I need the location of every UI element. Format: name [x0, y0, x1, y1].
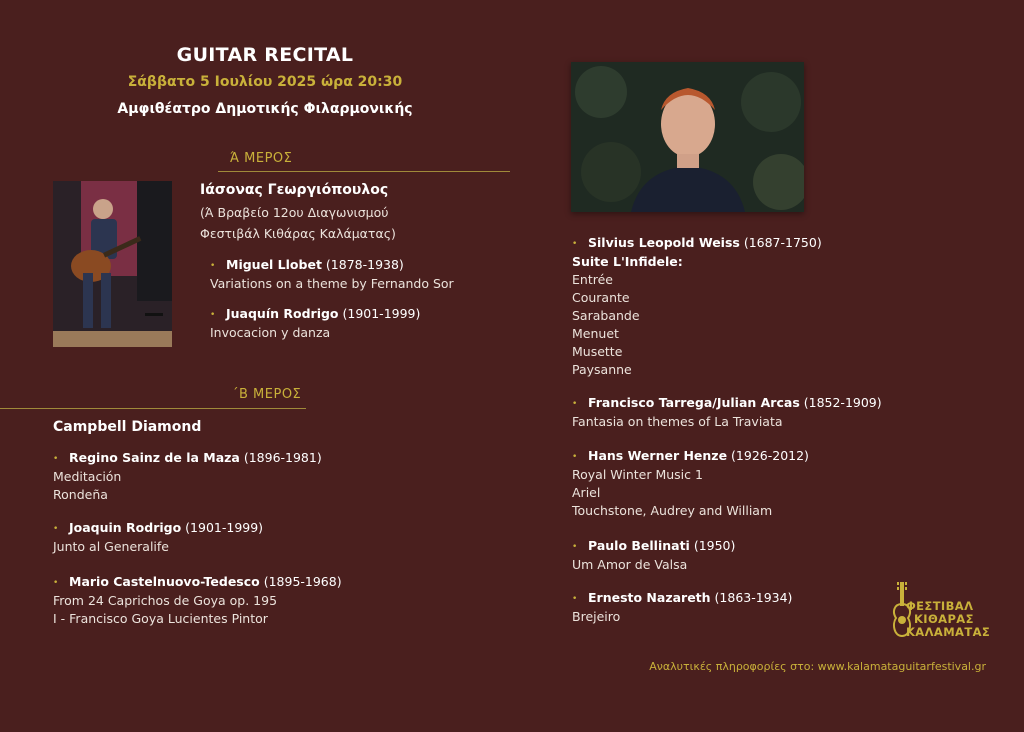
right-program-item: [572, 589, 792, 626]
piece-title: Paysanne: [572, 362, 632, 377]
bullet-icon: •: [572, 399, 578, 409]
performer-photo-campbell: [571, 62, 804, 212]
bullet-icon: •: [210, 261, 216, 271]
composer-years: (1852-1909): [799, 395, 882, 410]
logo-text-line3: ΚΑΛΑΜΑΤΑΣ: [906, 625, 991, 639]
composer-years: (1901-1999): [181, 520, 264, 535]
part-b-program-item: [53, 449, 322, 504]
piece-title: I - Francisco Goya Lucientes Pintor: [53, 611, 268, 626]
composer-years: (1901-1999): [338, 306, 421, 321]
recital-title: GUITAR RECITAL: [176, 44, 354, 66]
bullet-icon: •: [53, 524, 59, 534]
composer-years: (1863-1934): [710, 590, 793, 605]
piece-title: Invocacion y danza: [210, 325, 331, 340]
recital-date: Σάββατο 5 Ιουλίου 2025 ώρα 20:30: [127, 74, 403, 90]
bullet-icon: •: [572, 452, 578, 462]
composer-years: (1950): [689, 538, 736, 553]
part-b-program-item: [53, 519, 263, 556]
composer-years: (1895-1968): [259, 574, 342, 589]
composer-years: (1878-1938): [321, 257, 404, 272]
part-b-program-item: [53, 573, 342, 628]
part-a-performer: Ιάσονας Γεωργιόπουλος: [200, 182, 389, 198]
bullet-icon: •: [572, 542, 578, 552]
guitarist-photo-illustration: [53, 181, 172, 347]
part-b-divider: [0, 408, 306, 409]
festival-logo: [890, 580, 1000, 640]
recital-venue: Αμφιθέατρο Δημοτικής Φιλαρμονικής: [117, 101, 413, 117]
performer-photo-iasonas: [53, 181, 172, 347]
piece-title: Royal Winter Music 1: [572, 467, 703, 482]
piece-title: Variations on a theme by Fernando Sor: [210, 276, 454, 291]
right-program-item: [572, 447, 809, 520]
part-a-program-item: [210, 256, 454, 293]
composer-name: Paulo Bellinati: [588, 538, 690, 553]
part-a-heading: Ά ΜΕΡΟΣ: [230, 151, 293, 166]
piece-title: Rondeña: [53, 487, 108, 502]
suite-title: Suite L'Infidele:: [572, 254, 683, 269]
composer-years: (1926-2012): [727, 448, 809, 463]
piece-title: Meditación: [53, 469, 122, 484]
portrait-photo-illustration: [571, 62, 804, 212]
composer-name: Hans Werner Henze: [588, 448, 728, 463]
piece-title: Sarabande: [572, 308, 640, 323]
piece-title: Menuet: [572, 326, 619, 341]
composer-name: Miguel Llobet: [226, 257, 322, 272]
bullet-icon: •: [572, 594, 578, 604]
part-b-heading: ΄Β ΜΕΡΟΣ: [232, 387, 302, 402]
right-program-item: [572, 234, 822, 379]
composer-name: Joaquin Rodrigo: [69, 520, 182, 535]
piece-title: Musette: [572, 344, 623, 359]
composer-name: Ernesto Nazareth: [588, 590, 711, 605]
piece-title: Courante: [572, 290, 630, 305]
piece-title: Junto al Generalife: [53, 539, 169, 554]
composer-years: (1687-1750): [739, 235, 822, 250]
piece-title: Brejeiro: [572, 609, 621, 624]
part-a-divider: [218, 171, 510, 172]
composer-name: Francisco Tarrega/Julian Arcas: [588, 395, 800, 410]
piece-title: From 24 Caprichos de Goya op. 195: [53, 593, 278, 608]
piece-title: Um Amor de Valsa: [572, 557, 688, 572]
piece-title: Ariel: [572, 485, 601, 500]
part-a-award-note-line2: Φεστιβάλ Κιθάρας Καλάματας): [200, 226, 396, 241]
footer-info-link[interactable]: Αναλυτικές πληροφορίες στο: www.kalamataguitarfestival.gr: [649, 660, 986, 673]
right-program-item: [572, 537, 735, 574]
part-b-performer: Campbell Diamond: [53, 419, 202, 435]
part-a-award-note-line1: (Ά Βραβείο 12ου Διαγωνισμού: [200, 205, 389, 220]
part-a-program-item: [210, 305, 420, 342]
right-program-item: [572, 394, 882, 431]
logo-text-line2: ΚΙΘΑΡΑΣ: [914, 612, 974, 626]
composer-name: Mario Castelnuovo-Tedesco: [69, 574, 260, 589]
composer-years: (1896-1981): [239, 450, 322, 465]
composer-name: Juaquín Rodrigo: [226, 306, 339, 321]
piece-title: Touchstone, Audrey and William: [572, 503, 773, 518]
piece-title: Entrée: [572, 272, 613, 287]
bullet-icon: •: [572, 239, 578, 249]
bullet-icon: •: [53, 454, 59, 464]
bullet-icon: •: [53, 578, 59, 588]
piece-title: Fantasia on themes of La Traviata: [572, 414, 783, 429]
composer-name: Regino Sainz de la Maza: [69, 450, 240, 465]
composer-name: Silvius Leopold Weiss: [588, 235, 740, 250]
logo-text-line1: ΦΕΣΤΙΒΑΛ: [906, 599, 974, 613]
bullet-icon: •: [210, 310, 216, 320]
